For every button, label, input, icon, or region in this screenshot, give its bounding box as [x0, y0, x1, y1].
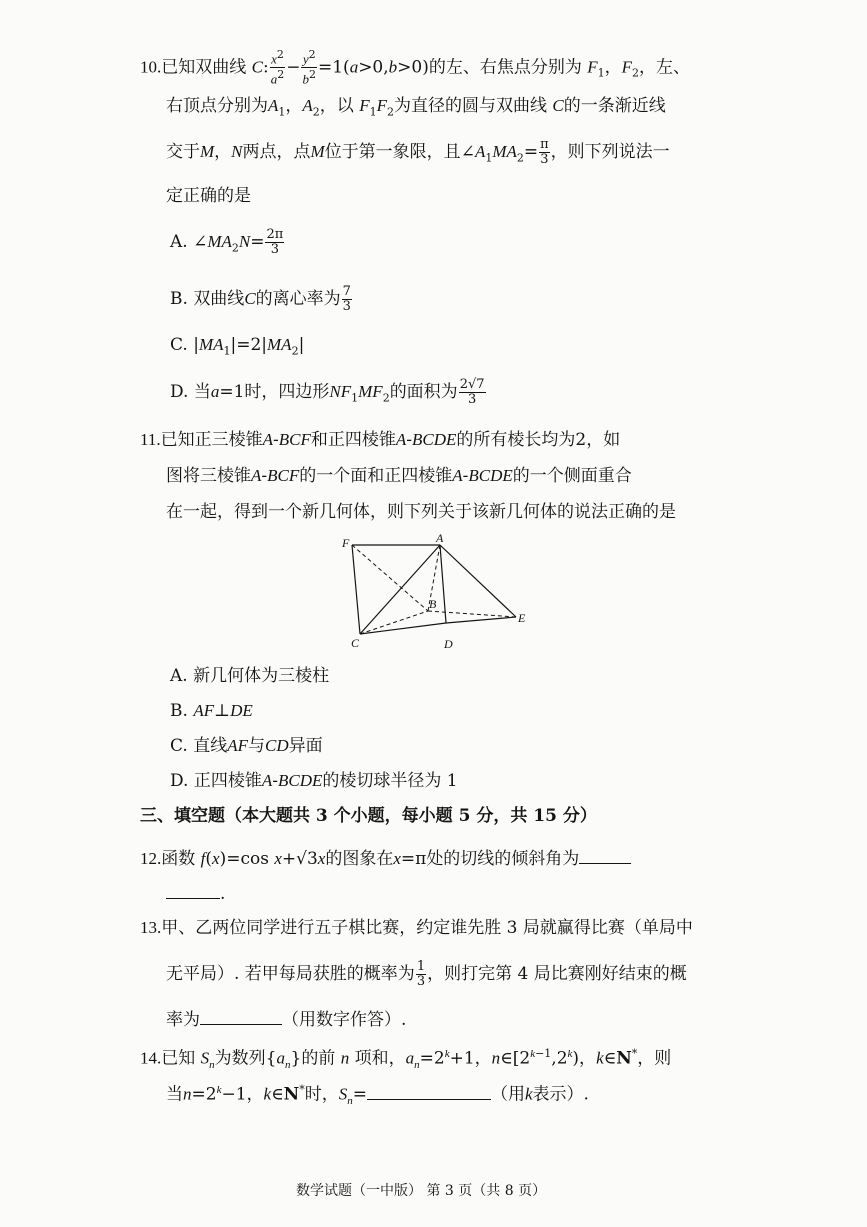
section-heading: 三、填空题（本大题共 3 个小题，每小题 5 分，共 15 分）: [140, 806, 597, 826]
q13-number: 13.: [140, 918, 162, 937]
q11-option-b: B. AF⊥DE: [170, 701, 253, 721]
page-footer: 数学试题（一中版） 第 3 页（共 8 页）: [296, 1183, 547, 1199]
q12-line2: .: [166, 880, 225, 906]
q14-answer-blank[interactable]: [367, 1081, 491, 1100]
q10-line4: 定正确的是: [166, 186, 251, 206]
q11-option-c: C. 直线AF与CD异面: [170, 736, 323, 756]
q11-line1: 11.已知正三棱锥A-BCF和正四棱锥A-BCDE的所有棱长均为2，如: [140, 430, 621, 450]
q11-number: 11.: [140, 430, 161, 449]
edge-ad: [440, 545, 446, 623]
q10-option-d: D. 当a=1时，四边形$NF_1MF_2$的面积为 $\frac{2√7}{3}$: [170, 377, 485, 407]
edge-ae: [440, 545, 516, 617]
q11-figure: [338, 530, 538, 655]
label-b: B: [429, 597, 437, 611]
q12-number: 12.: [140, 849, 162, 868]
q11-option-d: D. 正四棱锥A-BCDE的棱切球半径为 1: [170, 771, 458, 791]
edge-fc: [352, 545, 360, 634]
q12-answer-blank[interactable]: [579, 845, 631, 864]
label-c: C: [351, 636, 360, 650]
q11-option-a: A. 新几何体为三棱柱: [170, 666, 330, 686]
q10-number: 10.: [140, 57, 162, 77]
q13-line2: 无平局）. 若甲每局获胜的概率为 $\frac{1}{3}$ ，则打完第 4 局比赛刚好结束的概: [166, 959, 687, 989]
q13-line1: 13.甲、乙两位同学进行五子棋比赛，约定谁先胜 3 局就赢得比赛（单局中: [140, 918, 693, 938]
label-a: A: [436, 531, 444, 545]
q10-line2: 右顶点分别为$A_1$，$A_2$，以 $F_1F_2$为直径的圆与双曲线 C的一条渐近线: [166, 96, 666, 119]
q14-number: 14.: [140, 1048, 162, 1068]
edge-be-dashed: [428, 611, 516, 617]
q13-line3: 率为 （用数字作答）.: [166, 1006, 406, 1032]
edge-cd: [360, 623, 446, 634]
q10-option-b: B. 双曲线C的离心率为 $\frac{7}{3}$: [170, 284, 351, 314]
q13-answer-blank[interactable]: [200, 1006, 282, 1025]
edge-de: [446, 617, 516, 623]
q10-line1: 10.已知双曲线 C: $\frac{x^2}{a^2}$ − $\frac{y^2}{b^2}$ =1(a>0,b>0)的左、右焦点分别为 $F_1$，$F_2$，左、: [140, 48, 691, 87]
q14-line1: 14.已知 $S_n$为数列$\{a_n\}$的前 n 项和，$a_n=2^k+1$，$n\in[2^{k-1},2^k)$，k∈N*，则: [140, 1047, 672, 1072]
q11-line3: 在一起，得到一个新几何体，则下列关于该新几何体的说法正确的是: [166, 502, 676, 522]
label-e: E: [518, 611, 526, 625]
q14-line2: 当$n=2^k-1$，k∈N*时，$S_n=$ （用k表示）.: [166, 1078, 589, 1113]
label-f: F: [342, 536, 350, 550]
q10-option-c: C. $|MA_1|=2|MA_2|$: [170, 335, 305, 358]
label-d: D: [444, 637, 453, 651]
q10-option-a: A. $\angle MA_2N=$ $\frac{2\pi}{3}$: [170, 227, 284, 257]
q10-line3: 交于M，N两点，点M位于第一象限，且$\angle A_1MA_2=$ $\frac{\pi}{3}$ ，则下列说法一: [166, 137, 670, 167]
q12-line1: 12.函数 f(x)=cos x+√3x的图象在x=π处的切线的倾斜角为: [140, 845, 631, 871]
q12-answer-blank-cont[interactable]: [166, 880, 220, 899]
q11-line2: 图将三棱锥A-BCF的一个面和正四棱锥A-BCDE的一个侧面重合: [166, 466, 632, 486]
